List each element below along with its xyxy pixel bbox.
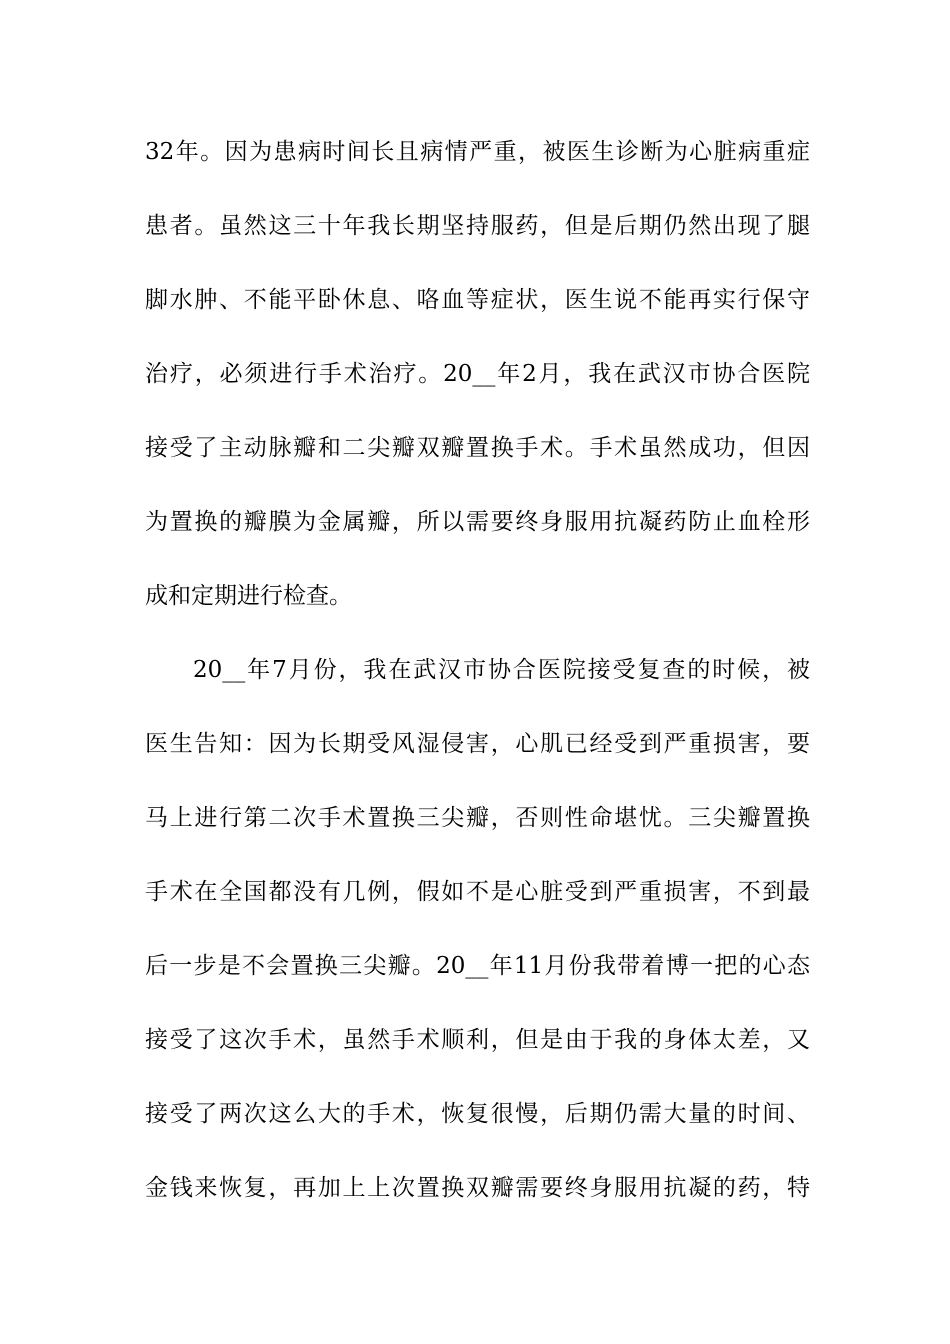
paragraph-line: 手术在全国都没有几例，假如不是心脏受到严重损害，不到最 — [145, 879, 810, 905]
paragraph-1 — [145, 128, 810, 646]
paragraph-line: 32年。因为患病时间长且病情严重，被医生诊断为心脏病重症 — [145, 139, 810, 165]
paragraph-2 — [145, 646, 810, 1238]
paragraph-line: 患者。虽然这三十年我长期坚持服药，但是后期仍然出现了腿 — [145, 213, 810, 239]
paragraph-line: 治疗，必须进行手术治疗。20__年2月，我在武汉市协合医院 — [145, 361, 810, 387]
paragraph-line: 金钱来恢复，再加上上次置换双瓣需要终身服用抗凝的药，特 — [145, 1175, 810, 1201]
paragraph-line: 医生告知：因为长期受风湿侵害，心肌已经受到严重损害，要 — [145, 731, 810, 757]
paragraph-line: 成和定期进行检查。 — [145, 583, 352, 609]
paragraph-line: 脚水肿、不能平卧休息、咯血等症状，医生说不能再实行保守 — [145, 287, 810, 313]
paragraph-line: 为置换的瓣膜为金属瓣，所以需要终身服用抗凝药防止血栓形 — [145, 509, 810, 535]
paragraph-line: 接受了这次手术，虽然手术顺利，但是由于我的身体太差，又 — [145, 1027, 810, 1053]
document-body — [145, 128, 810, 1238]
paragraph-line: 接受了主动脉瓣和二尖瓣双瓣置换手术。手术虽然成功，但因 — [145, 435, 810, 461]
paragraph-line: 马上进行第二次手术置换三尖瓣，否则性命堪忧。三尖瓣置换 — [145, 805, 810, 831]
paragraph-line: 接受了两次这么大的手术，恢复很慢，后期仍需大量的时间、 — [145, 1101, 810, 1127]
paragraph-line: 20__年7月份，我在武汉市协合医院接受复查的时候，被 — [193, 657, 810, 683]
paragraph-line: 后一步是不会置换三尖瓣。20__年11月份我带着博一把的心态 — [145, 953, 810, 979]
